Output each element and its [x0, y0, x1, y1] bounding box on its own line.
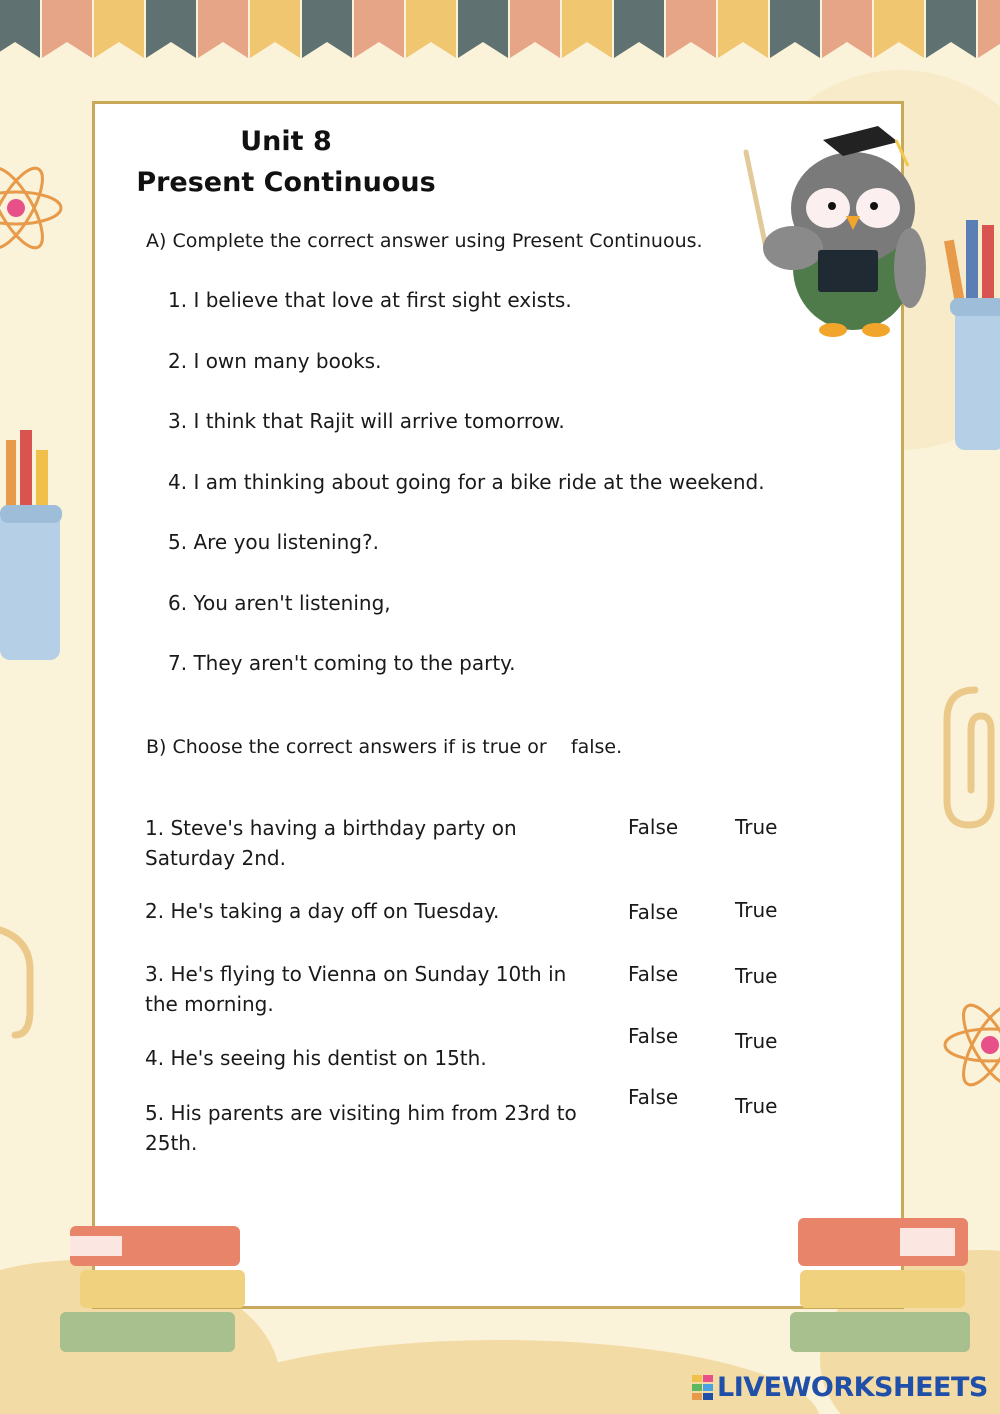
bunting-flag — [926, 0, 976, 58]
false-option[interactable]: False — [628, 815, 679, 839]
topic-title: Present Continuous — [136, 167, 436, 198]
section-b-question: 5. His parents are visiting him from 23rd to 25th. — [145, 1101, 577, 1155]
unit-title: Unit 8 — [240, 126, 332, 157]
false-option[interactable]: False — [628, 1024, 679, 1048]
section-a-instruction: A) Complete the correct answer using Present Continuous. — [146, 230, 703, 252]
section-a-item: 4. I am thinking about going for a bike ride at the weekend. — [168, 470, 765, 494]
bunting-flags — [0, 0, 1000, 58]
bunting-flag — [614, 0, 664, 58]
true-option[interactable]: True — [735, 898, 778, 922]
bunting-flag — [458, 0, 508, 58]
atom-icon — [945, 998, 1000, 1092]
section-b-question: 2. He's taking a day off on Tuesday. — [145, 899, 500, 923]
section-b-question: 3. He's flying to Vienna on Sunday 10th in the morning. — [145, 962, 567, 1016]
liveworksheets-logo[interactable] — [692, 1372, 988, 1403]
bunting-flag — [406, 0, 456, 58]
liveworksheets-logo-icon — [692, 1375, 714, 1401]
pencil-jar-left — [0, 430, 62, 660]
bunting-flag — [562, 0, 612, 58]
false-option[interactable]: False — [628, 962, 679, 986]
section-a-item: 7. They aren't coming to the party. — [168, 651, 516, 675]
atom-icon — [0, 161, 61, 255]
bunting-flag — [0, 0, 40, 58]
true-option[interactable]: True — [735, 1094, 778, 1118]
section-b-instruction: B) Choose the correct answers if is true or false. — [146, 736, 623, 758]
bunting-flag — [302, 0, 352, 58]
bunting-flag — [822, 0, 872, 58]
bunting-flag — [250, 0, 300, 58]
section-a-item: 3. I think that Rajit will arrive tomorrow. — [168, 409, 565, 433]
bunting-flag — [42, 0, 92, 58]
bunting-flag — [874, 0, 924, 58]
bunting-flag — [770, 0, 820, 58]
section-a-item: 2. I own many books. — [168, 349, 382, 373]
section-a-item: 1. I believe that love at first sight exists. — [168, 288, 572, 312]
bunting-flag — [94, 0, 144, 58]
section-b-question: 1. Steve's having a birthday party on Saturday 2nd. — [145, 816, 517, 870]
true-option[interactable]: True — [735, 1029, 778, 1053]
logo-text: LIVEWORKSHEETS — [717, 1372, 988, 1403]
section-a-item: 5. Are you listening?. — [168, 530, 379, 554]
bunting-flag — [978, 0, 1000, 58]
bunting-flag — [666, 0, 716, 58]
true-option[interactable]: True — [735, 964, 778, 988]
bunting-flag — [510, 0, 560, 58]
false-option[interactable]: False — [628, 1085, 679, 1109]
paperclip-icon — [0, 930, 30, 1035]
owl-teacher-illustration — [738, 118, 928, 350]
bunting-flag — [718, 0, 768, 58]
bunting-flag — [198, 0, 248, 58]
bunting-flag — [354, 0, 404, 58]
false-option[interactable]: False — [628, 900, 679, 924]
true-option[interactable]: True — [735, 815, 778, 839]
paperclip-icon — [947, 690, 991, 825]
book-stack-left — [50, 1212, 250, 1362]
bunting-flag — [146, 0, 196, 58]
section-a-item: 6. You aren't listening, — [168, 591, 391, 615]
book-stack-right — [780, 1212, 980, 1362]
section-b-question: 4. He's seeing his dentist on 15th. — [145, 1046, 487, 1070]
